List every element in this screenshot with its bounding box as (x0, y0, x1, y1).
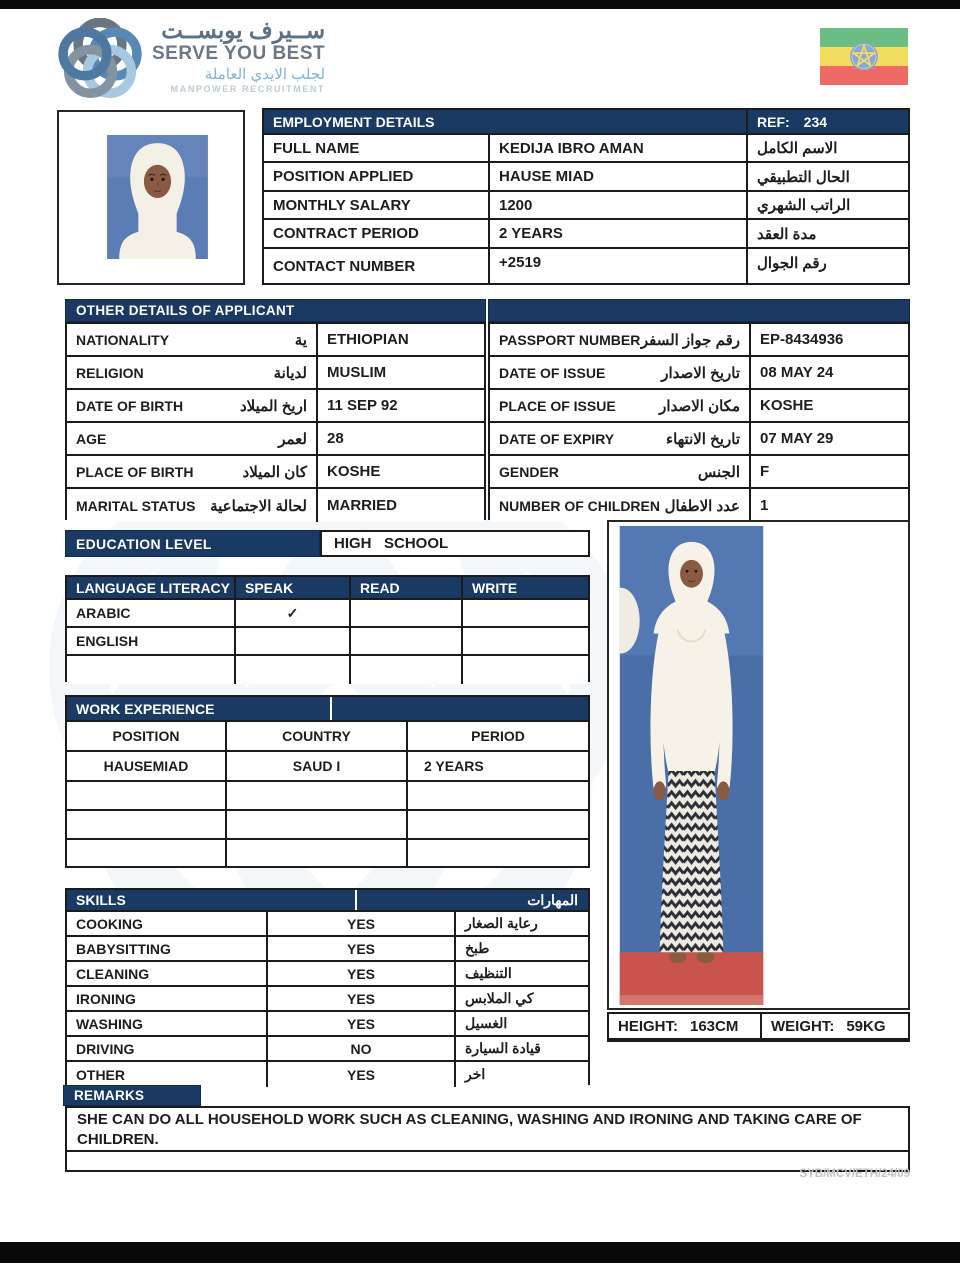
field-value: 1 (751, 489, 908, 522)
field-label: PLACE OF ISSUE (499, 397, 616, 414)
field-label: MONTHLY SALARY (264, 192, 490, 220)
write-cell (463, 628, 588, 656)
field-label-arabic: رقم الجوال (748, 249, 908, 283)
logo-english-subtitle: MANPOWER RECRUITMENT (170, 83, 326, 94)
applicant-fullbody-frame (607, 520, 910, 1010)
logo-arabic-title: ســيرف يوبســت (161, 17, 326, 43)
employment-details-table (262, 108, 910, 285)
field-label-arabic: لديانة (273, 364, 307, 382)
skill-label-arabic: رعاية الصغار (456, 912, 588, 937)
country-cell: SAUD I (227, 752, 408, 782)
field-value: 28 (318, 423, 484, 456)
weight-cell (762, 1014, 908, 1040)
country-cell (227, 811, 408, 840)
other-details-left-table (65, 322, 486, 520)
logo-english-title: SERVE YOU BEST (152, 43, 326, 65)
skill-value: YES (268, 937, 456, 962)
skill-value: NO (268, 1037, 456, 1062)
period-cell (408, 840, 588, 866)
logo-knot-icon (58, 18, 142, 102)
other-details-header (65, 299, 486, 322)
agency-logo (58, 18, 325, 102)
column-header: READ (351, 577, 463, 600)
write-cell (463, 656, 588, 684)
height-cell (609, 1014, 762, 1040)
speak-cell (236, 628, 351, 656)
skill-label: DRIVING (67, 1037, 268, 1062)
field-value: MUSLIM (318, 357, 484, 390)
field-value: EP-8434936 (751, 324, 908, 357)
employment-ref (748, 110, 908, 135)
field-label-arabic: كان الميلاد (242, 463, 307, 481)
skill-label: COOKING (67, 912, 268, 937)
column-header: LANGUAGE LITERACY (67, 577, 236, 600)
skills-title: SKILLS (76, 892, 126, 908)
skill-value: YES (268, 1062, 456, 1087)
field-label: MARITAL STATUS (76, 497, 196, 514)
field-label: CONTRACT PERIOD (264, 220, 490, 249)
field-label-arabic: الجنس (697, 463, 740, 481)
field-value: +2519 (490, 249, 748, 283)
field-label-arabic: الراتب الشهري (748, 192, 908, 220)
language-name: ARABIC (67, 600, 236, 628)
skill-label-arabic: طبخ (456, 937, 588, 962)
scan-edge-top (0, 0, 960, 9)
ethiopia-flag-icon (820, 28, 908, 85)
field-label: NATIONALITY (76, 331, 170, 348)
applicant-headshot-frame (57, 110, 245, 285)
work-experience-title: WORK EXPERIENCE (76, 700, 215, 717)
speak-checkmark: ✓ (236, 600, 351, 628)
period-cell (408, 811, 588, 840)
position-cell: HAUSEMIAD (67, 752, 227, 782)
field-label-arabic: مدة العقد (748, 220, 908, 249)
other-details-title: OTHER DETAILS OF APPLICANT (76, 303, 295, 318)
remarks-title: REMARKS (74, 1088, 145, 1103)
education-level-value: HIGH SCHOOL (320, 530, 590, 557)
field-label-arabic: الاسم الكامل (748, 135, 908, 163)
skills-title-arabic: المهارات (527, 891, 578, 908)
height-weight-bar (607, 1012, 910, 1042)
column-header: SPEAK (236, 577, 351, 600)
skill-value: YES (268, 912, 456, 937)
logo-arabic-subtitle: لجلب الايدي العاملة (204, 66, 326, 84)
skill-label-arabic: اخر (456, 1062, 588, 1087)
field-label-arabic: مكان الاصدار (659, 397, 740, 415)
field-label-arabic: تاريخ الاصدار (661, 364, 740, 382)
field-label-arabic: الحال التطبيقي (748, 163, 908, 192)
ref-label: REF: (757, 113, 790, 130)
field-label: FULL NAME (264, 135, 490, 163)
field-label-arabic: لعمر (278, 430, 307, 448)
skill-label-arabic: كي الملابس (456, 987, 588, 1012)
field-value: F (751, 456, 908, 489)
column-header: PERIOD (408, 722, 588, 752)
height-label: HEIGHT: (618, 1017, 678, 1035)
column-header: POSITION (67, 722, 227, 752)
language-name: ENGLISH (67, 628, 236, 656)
position-cell (67, 782, 227, 811)
field-value: 2 YEARS (490, 220, 748, 249)
period-cell: 2 YEARS (408, 752, 588, 782)
education-level-header (65, 530, 320, 557)
education-level-label: EDUCATION LEVEL (76, 535, 212, 552)
field-label: AGE (76, 430, 107, 447)
skills-header (67, 890, 588, 912)
write-cell (463, 600, 588, 628)
field-label-arabic: عدد الاطفال (664, 497, 740, 515)
document-code: SYB/MCV/ETH/24/09 (799, 1168, 910, 1180)
work-experience-header (67, 697, 588, 722)
weight-label: WEIGHT: (771, 1017, 835, 1035)
language-name (67, 656, 236, 684)
skill-label: CLEANING (67, 962, 268, 987)
field-value: HAUSE MIAD (490, 163, 748, 192)
weight-value: 59KG (846, 1017, 886, 1035)
field-value: ETHIOPIAN (318, 324, 484, 357)
field-label-arabic: ية (294, 331, 307, 349)
field-label-arabic: لحالة الاجتماعية (210, 497, 307, 515)
field-value: MARRIED (318, 489, 484, 522)
country-cell (227, 782, 408, 811)
field-label-arabic: تاريخ الانتهاء (666, 430, 740, 448)
header-divider (355, 890, 357, 910)
field-label: DATE OF BIRTH (76, 397, 184, 414)
field-label: RELIGION (76, 364, 144, 381)
field-value: 11 SEP 92 (318, 390, 484, 423)
language-literacy-table (65, 575, 590, 682)
field-value: 08 MAY 24 (751, 357, 908, 390)
applicant-headshot-photo (107, 135, 208, 259)
position-cell (67, 811, 227, 840)
skill-label: IRONING (67, 987, 268, 1012)
field-value: KEDIJA IBRO AMAN (490, 135, 748, 163)
field-label: PLACE OF BIRTH (76, 463, 194, 480)
field-value: 1200 (490, 192, 748, 220)
field-label: GENDER (499, 463, 559, 480)
field-value: 07 MAY 29 (751, 423, 908, 456)
skill-label: BABYSITTING (67, 937, 268, 962)
field-label-arabic: اريخ الميلاد (239, 397, 307, 415)
skill-label-arabic: الغسيل (456, 1012, 588, 1037)
field-label: POSITION APPLIED (264, 163, 490, 192)
read-cell (351, 628, 463, 656)
skill-label-arabic: التنظيف (456, 962, 588, 987)
ref-value: 234 (803, 113, 828, 130)
read-cell (351, 656, 463, 684)
country-cell (227, 840, 408, 866)
other-details-header-right (488, 299, 910, 322)
applicant-fullbody-photo (619, 526, 764, 1005)
field-label: CONTACT NUMBER (264, 249, 490, 283)
column-header: COUNTRY (227, 722, 408, 752)
work-experience-table (65, 695, 590, 868)
header-divider (330, 697, 332, 720)
field-label-arabic: رقم جواز السفر (640, 331, 740, 349)
remarks-text: SHE CAN DO ALL HOUSEHOLD WORK SUCH AS CLEANING, WASHING AND IRONING AND TAKING CARE OF CHILDREN. (65, 1106, 910, 1152)
employment-title: EMPLOYMENT DETAILS (264, 110, 748, 135)
skill-value: YES (268, 1012, 456, 1037)
field-label: NUMBER OF CHILDREN (499, 497, 660, 514)
skill-label: WASHING (67, 1012, 268, 1037)
speak-cell (236, 656, 351, 684)
field-label: DATE OF EXPIRY (499, 430, 615, 447)
remarks-header (63, 1085, 201, 1106)
field-value: KOSHE (318, 456, 484, 489)
skill-value: YES (268, 987, 456, 1012)
skills-table (65, 888, 590, 1085)
read-cell (351, 600, 463, 628)
skill-label-arabic: قيادة السيارة (456, 1037, 588, 1062)
other-details-right-table (488, 322, 910, 520)
column-header: WRITE (463, 577, 588, 600)
position-cell (67, 840, 227, 866)
skill-label: OTHER (67, 1062, 268, 1087)
field-label: DATE OF ISSUE (499, 364, 606, 381)
skill-value: YES (268, 962, 456, 987)
scan-edge-bottom (0, 1242, 960, 1263)
period-cell (408, 782, 588, 811)
height-value: 163CM (690, 1017, 739, 1035)
field-label: PASSPORT NUMBER (499, 331, 641, 348)
field-value: KOSHE (751, 390, 908, 423)
